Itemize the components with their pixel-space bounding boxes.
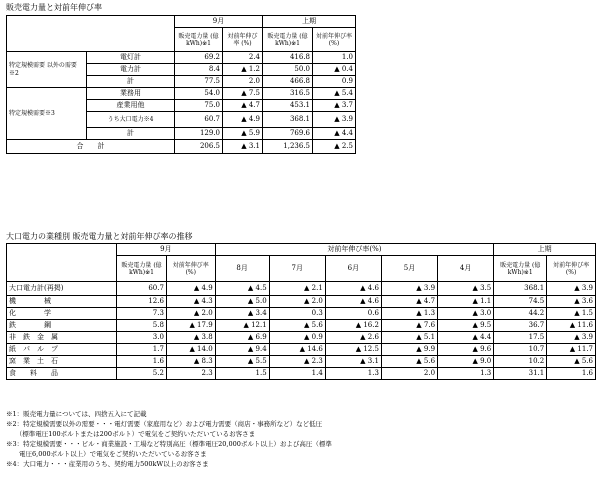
header-growth: 対前年伸び率 (%) — [166, 256, 215, 282]
growth-first-half: ▲ 3.7 — [313, 100, 356, 112]
industry-table — [6, 243, 596, 380]
row-label: 産業用他 — [87, 100, 175, 112]
header-sales: 販売電力量 (億kWh)※1 — [117, 256, 167, 282]
header-sales: 販売電力量 (億kWh)※1 — [494, 256, 547, 282]
growth-month: ▲ 4.6 — [325, 282, 381, 296]
growth-month: 1.3 — [438, 368, 494, 380]
growth-month: ▲ 9.5 — [438, 320, 494, 332]
table1-title: 販売電力量と対前年伸び率 — [6, 3, 102, 12]
sales-first-half: 368.1 — [494, 282, 547, 296]
sales-sep: 60.7 — [175, 112, 223, 128]
sales-sep: 75.0 — [175, 100, 223, 112]
growth-first-half: ▲ 11.7 — [547, 344, 596, 356]
growth-month: ▲ 3.5 — [438, 282, 494, 296]
growth-month: ▲ 12.1 — [215, 320, 269, 332]
header-first-half: 上期 — [494, 244, 596, 256]
growth-month: ▲ 7.6 — [381, 320, 437, 332]
table2-title: 大口電力の業種別 販売電力量と対前年伸び率の推移 — [6, 232, 193, 241]
growth-first-half: ▲ 5.6 — [547, 356, 596, 368]
sales-first-half: 416.8 — [263, 52, 313, 64]
sales-sep: 8.4 — [175, 64, 223, 76]
header-month: 7月 — [269, 256, 325, 282]
sales-first-half: 36.7 — [494, 320, 547, 332]
growth-first-half: ▲ 3.9 — [547, 282, 596, 296]
sales-first-half: 453.1 — [263, 100, 313, 112]
growth-month: 1.4 — [269, 368, 325, 380]
growth-sep: 2.0 — [223, 76, 263, 88]
growth-month: ▲ 16.2 — [325, 320, 381, 332]
growth-month: ▲ 2.3 — [269, 356, 325, 368]
table-row — [7, 320, 596, 332]
footnote: ※4：大口電力・・・産業用のうち、契約電力500kW以上のお客さま — [6, 460, 209, 468]
growth-month: ▲ 2.0 — [269, 296, 325, 308]
row-label: 機 械 — [7, 296, 117, 308]
sales-sep: 69.2 — [175, 52, 223, 64]
header-month: 4月 — [438, 256, 494, 282]
growth-first-half: 1.6 — [547, 368, 596, 380]
growth-month: ▲ 14.6 — [269, 344, 325, 356]
sales-first-half: 17.5 — [494, 332, 547, 344]
header-growth: 対前年伸び率 (%) — [223, 28, 263, 52]
growth-month: ▲ 9.9 — [381, 344, 437, 356]
footnote: ※3：特定規模需要・・・ビル・商業施設・工場など特別高圧（標準電圧20,000ボルト以上）および高圧（標準 — [6, 440, 332, 448]
header-first-half: 上期 — [263, 16, 356, 28]
sales-sep: 1.6 — [117, 356, 167, 368]
growth-month: ▲ 3.4 — [215, 308, 269, 320]
sales-sep: 60.7 — [117, 282, 167, 296]
table-row — [7, 368, 596, 380]
growth-month: 1.5 — [215, 368, 269, 380]
row-label: 食 料 品 — [7, 368, 117, 380]
row-label: うち大口電力※4 — [87, 112, 175, 128]
total-growth-sep: ▲ 3.1 — [223, 140, 263, 154]
growth-first-half: ▲ 3.9 — [313, 112, 356, 128]
growth-month: ▲ 4.6 — [325, 296, 381, 308]
table-row — [7, 344, 596, 356]
growth-first-half: ▲ 5.4 — [313, 88, 356, 100]
growth-month: 2.0 — [381, 368, 437, 380]
table-row — [7, 296, 596, 308]
corner-cell — [7, 16, 175, 52]
sales-first-half: 466.8 — [263, 76, 313, 88]
footnote: 電圧6,000ボルト以上）で電気をご契約いただいているお客さま — [6, 450, 207, 458]
row-label: 紙 パ ル プ — [7, 344, 117, 356]
growth-first-half: ▲ 0.4 — [313, 64, 356, 76]
growth-month: ▲ 5.6 — [269, 320, 325, 332]
sales-sep: 77.5 — [175, 76, 223, 88]
growth-first-half: ▲ 3.6 — [547, 296, 596, 308]
header-growth: 対前年伸び率 (%) — [313, 28, 356, 52]
growth-month: ▲ 3.9 — [381, 282, 437, 296]
growth-sep: ▲ 2.0 — [166, 308, 215, 320]
table-row — [7, 308, 596, 320]
growth-first-half: 0.9 — [313, 76, 356, 88]
total-growth-first-half: ▲ 2.5 — [313, 140, 356, 154]
total-label: 合 計 — [7, 140, 175, 154]
growth-month: 0.6 — [325, 308, 381, 320]
sales-table — [6, 15, 356, 154]
growth-month: ▲ 1.1 — [438, 296, 494, 308]
growth-sep: ▲ 8.3 — [166, 356, 215, 368]
sales-first-half: 10.7 — [494, 344, 547, 356]
corner-cell — [7, 244, 117, 282]
growth-first-half: ▲ 4.4 — [313, 128, 356, 140]
growth-month: 1.3 — [325, 368, 381, 380]
total-sales-first-half: 1,236.5 — [263, 140, 313, 154]
sales-first-half: 10.2 — [494, 356, 547, 368]
growth-sep: ▲ 1.2 — [223, 64, 263, 76]
growth-month: ▲ 5.5 — [215, 356, 269, 368]
header-month: 6月 — [325, 256, 381, 282]
group-label-non-specified: 特定規模需要 以外の需要 ※2 — [7, 52, 87, 88]
growth-sep: ▲ 3.8 — [166, 332, 215, 344]
growth-month: ▲ 4.5 — [215, 282, 269, 296]
growth-month: ▲ 3.1 — [325, 356, 381, 368]
header-growth-group: 対前年伸び率(%) — [215, 244, 494, 256]
header-september: 9月 — [175, 16, 263, 28]
growth-sep: ▲ 4.7 — [223, 100, 263, 112]
growth-month: ▲ 2.6 — [325, 332, 381, 344]
sales-first-half: 50.0 — [263, 64, 313, 76]
header-sales: 販売電力量 (億kWh)※1 — [175, 28, 223, 52]
growth-month: ▲ 9.6 — [438, 344, 494, 356]
growth-month: ▲ 12.5 — [325, 344, 381, 356]
growth-month: ▲ 3.0 — [438, 308, 494, 320]
sales-sep: 1.7 — [117, 344, 167, 356]
growth-first-half: 1.0 — [313, 52, 356, 64]
row-label: 電灯計 — [87, 52, 175, 64]
growth-sep: 2.3 — [166, 368, 215, 380]
growth-month: ▲ 6.9 — [215, 332, 269, 344]
group-label-specified: 特定規模需要※3 — [7, 88, 87, 140]
growth-sep: ▲ 4.9 — [223, 112, 263, 128]
sales-sep: 5.8 — [117, 320, 167, 332]
growth-month: ▲ 5.1 — [381, 332, 437, 344]
growth-sep: ▲ 17.9 — [166, 320, 215, 332]
growth-sep: 2.4 — [223, 52, 263, 64]
growth-sep: ▲ 4.3 — [166, 296, 215, 308]
growth-month: ▲ 1.3 — [381, 308, 437, 320]
growth-month: ▲ 9.0 — [438, 356, 494, 368]
growth-month: ▲ 9.4 — [215, 344, 269, 356]
sales-first-half: 368.1 — [263, 112, 313, 128]
row-label: 計 — [87, 76, 175, 88]
header-september: 9月 — [117, 244, 216, 256]
growth-sep: ▲ 7.5 — [223, 88, 263, 100]
growth-first-half: ▲ 1.5 — [547, 308, 596, 320]
row-label: 計 — [87, 128, 175, 140]
sales-first-half: 74.5 — [494, 296, 547, 308]
table-row — [7, 356, 596, 368]
growth-first-half: ▲ 11.6 — [547, 320, 596, 332]
table-row — [7, 282, 596, 296]
row-label: 業務用 — [87, 88, 175, 100]
sales-first-half: 31.1 — [494, 368, 547, 380]
total-sales-sep: 206.5 — [175, 140, 223, 154]
row-label: 非 鉄 金 属 — [7, 332, 117, 344]
growth-sep: ▲ 4.9 — [166, 282, 215, 296]
growth-month: ▲ 5.0 — [215, 296, 269, 308]
footnotes — [6, 409, 332, 469]
growth-sep: ▲ 5.9 — [223, 128, 263, 140]
row-label: 電力計 — [87, 64, 175, 76]
sales-sep: 3.0 — [117, 332, 167, 344]
growth-month: ▲ 0.9 — [269, 332, 325, 344]
sales-sep: 54.0 — [175, 88, 223, 100]
row-label: 窯 業 土 石 — [7, 356, 117, 368]
sales-sep: 129.0 — [175, 128, 223, 140]
row-label: 大口電力計(再掲) — [7, 282, 117, 296]
table-row — [7, 332, 596, 344]
row-label: 鉄 鋼 — [7, 320, 117, 332]
sales-sep: 7.3 — [117, 308, 167, 320]
footnote: ※2：特定規模需要以外の需要・・・電灯需要（家庭用など）および電力需要（商店・事務所など）など低圧 — [6, 420, 323, 428]
header-month: 5月 — [381, 256, 437, 282]
footnote: ※1：販売電力量については、四捨五入にて記載 — [6, 410, 147, 418]
growth-month: 0.3 — [269, 308, 325, 320]
header-sales: 販売電力量 (億kWh)※1 — [263, 28, 313, 52]
growth-sep: ▲ 14.0 — [166, 344, 215, 356]
growth-month: ▲ 4.7 — [381, 296, 437, 308]
growth-month: ▲ 4.4 — [438, 332, 494, 344]
growth-first-half: ▲ 3.9 — [547, 332, 596, 344]
footnote: （標準電圧100ボルトまたは200ボルト）で電気をご契約いただいているお客さま — [6, 430, 256, 438]
growth-month: ▲ 5.6 — [381, 356, 437, 368]
sales-first-half: 44.2 — [494, 308, 547, 320]
header-month: 8月 — [215, 256, 269, 282]
header-growth: 対前年伸び率 (%) — [547, 256, 596, 282]
sales-first-half: 316.5 — [263, 88, 313, 100]
sales-first-half: 769.6 — [263, 128, 313, 140]
row-label: 化 学 — [7, 308, 117, 320]
growth-month: ▲ 2.1 — [269, 282, 325, 296]
sales-sep: 12.6 — [117, 296, 167, 308]
sales-sep: 5.2 — [117, 368, 167, 380]
